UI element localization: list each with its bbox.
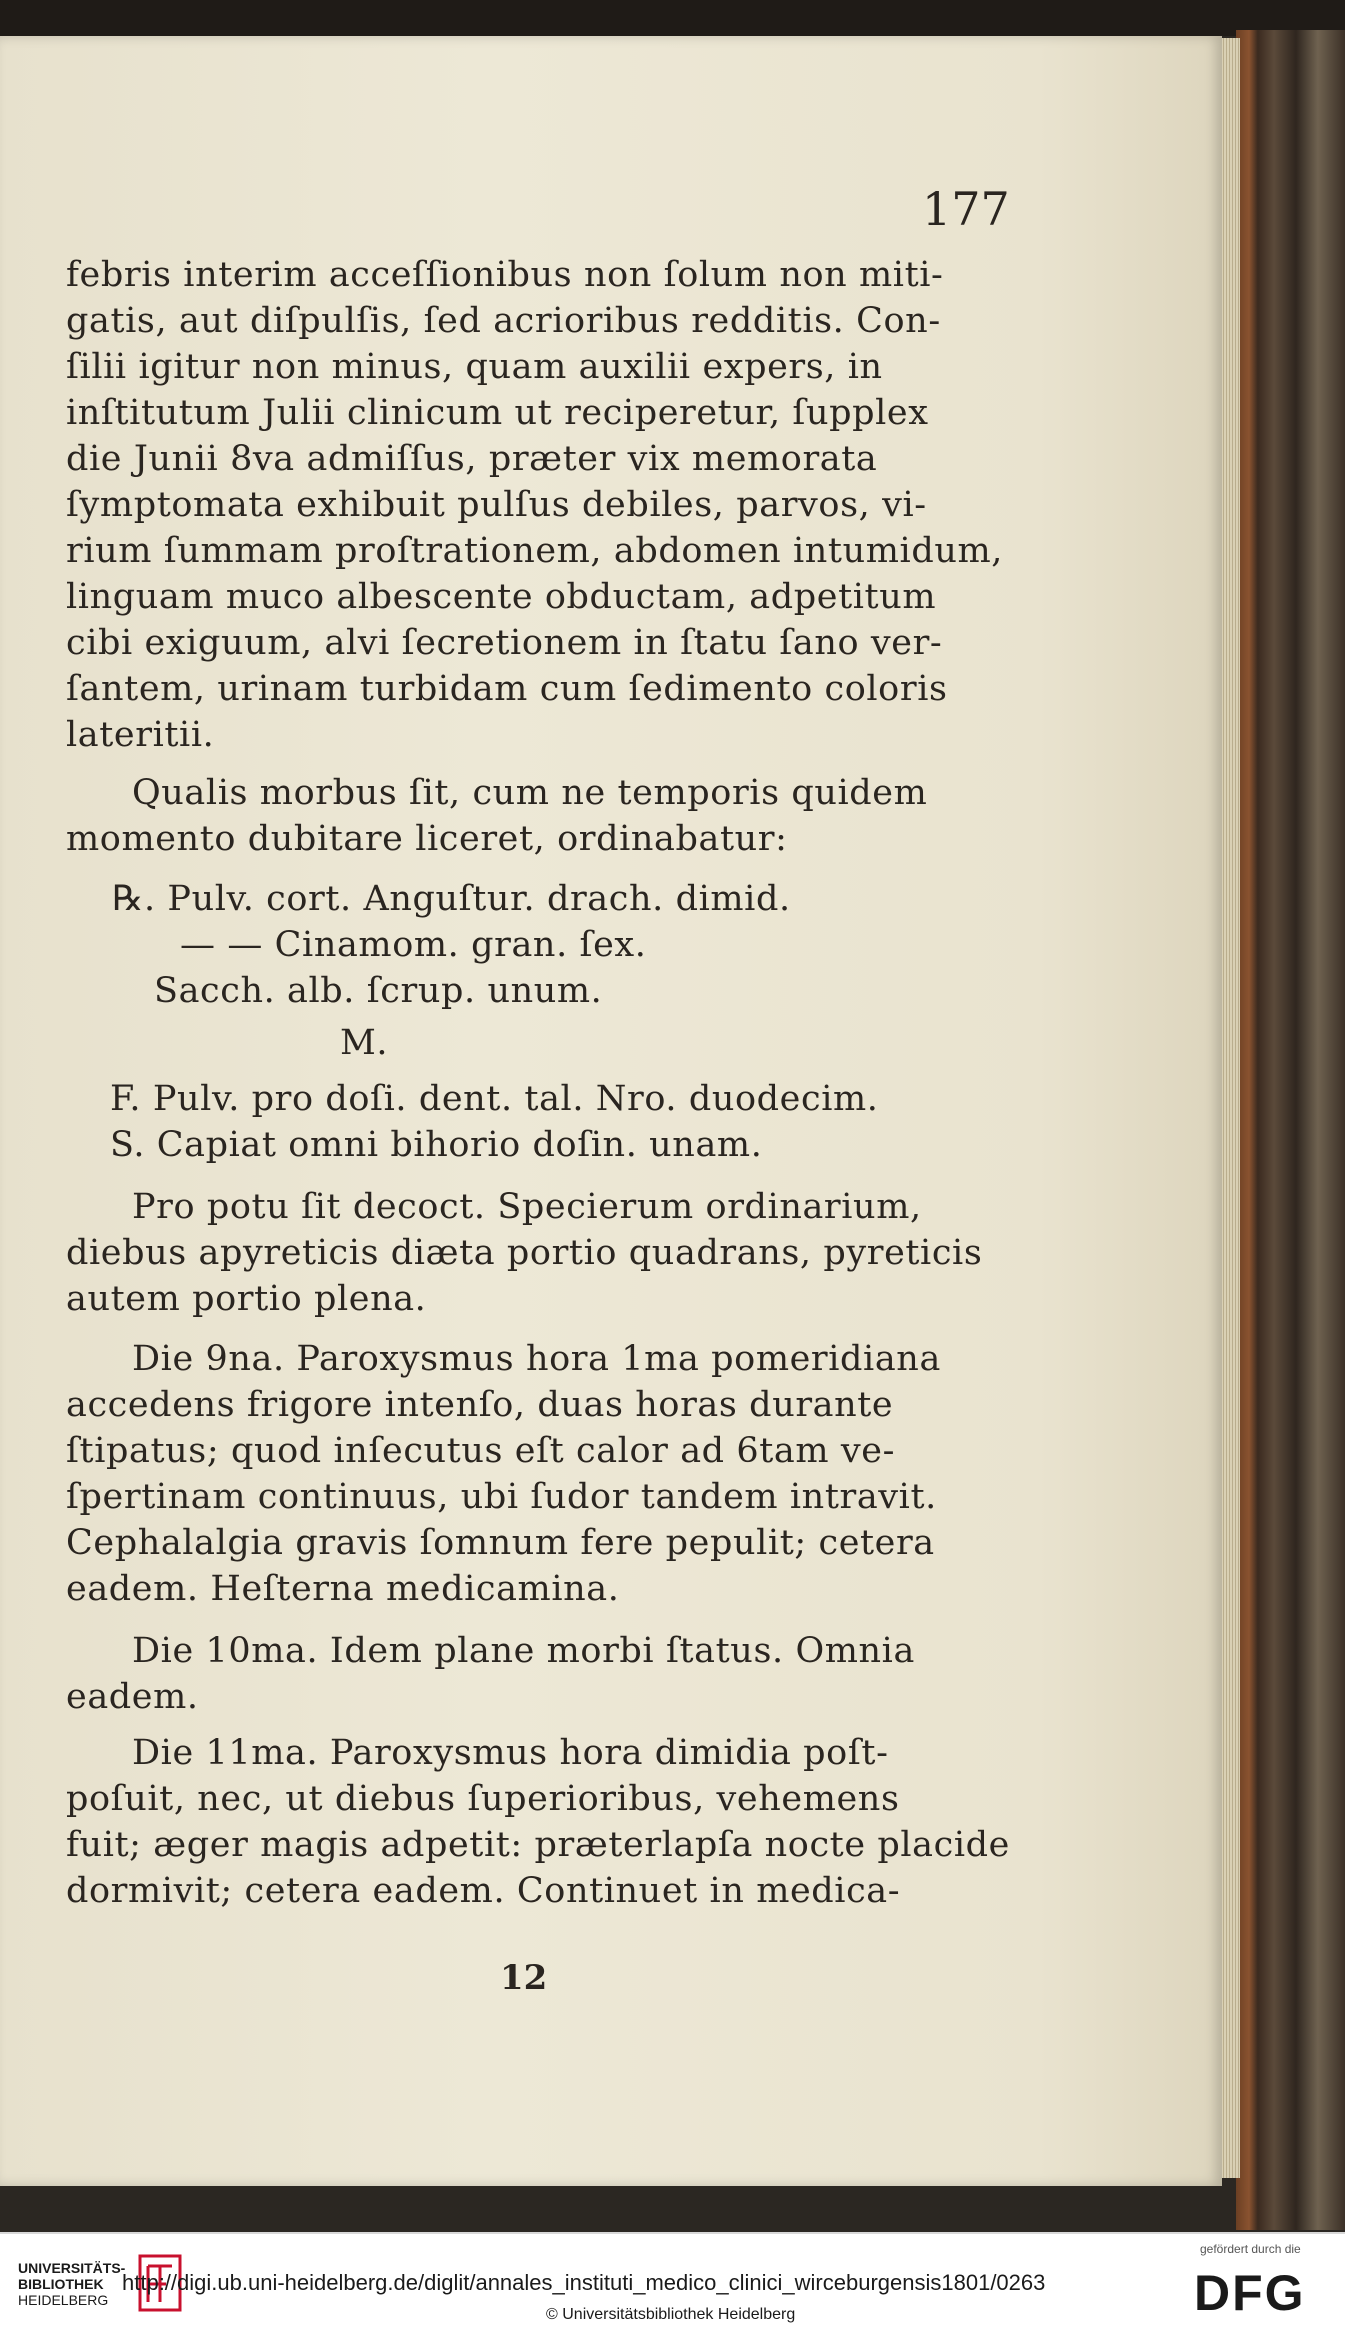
page-number: 177 [922, 182, 1010, 236]
text-line: rium ſummam proſtrationem, abdomen intumidum, [66, 531, 1003, 571]
text-line: gatis, aut diſpulſis, ſed acrioribus redditis. Con- [66, 301, 941, 341]
text-line: Qualis morbus ſit, cum ne temporis quidem [132, 773, 928, 813]
permalink[interactable]: http://digi.ub.uni-heidelberg.de/diglit/annales_instituti_medico_clinici_wirceburgensis1801/0263 [122, 2270, 1046, 2295]
text-line: ſilii igitur non minus, quam auxilii expers, in [66, 347, 883, 387]
text-line: lateritii. [66, 715, 215, 755]
text-line: die Junii 8va admiſſus, præter vix memorata [66, 439, 878, 479]
funding-label: gefördert durch die [1200, 2242, 1301, 2256]
text-line: Cephalalgia gravis ſomnum fere pepulit; cetera [66, 1523, 935, 1563]
text-line: accedens frigore intenſo, duas horas durante [66, 1385, 894, 1425]
library-logo-text [18, 2260, 125, 2308]
dfg-logo: DFG [1194, 2265, 1306, 2321]
scan-top-band [0, 0, 1345, 36]
signature-mark: 12 [500, 1958, 548, 1998]
prescription-line: F. Pulv. pro doſi. dent. tal. Nro. duodecim. [110, 1079, 879, 1119]
text-line: linguam muco albescente obductam, adpetitum [66, 577, 937, 617]
text-line: cibi exiguum, alvi ſecretionem in ſtatu ſano ver- [66, 623, 943, 663]
text-line: ſpertinam continuus, ubi ſudor tandem intravit. [66, 1477, 937, 1517]
text-line: poſuit, nec, ut diebus ſuperioribus, vehemens [66, 1779, 900, 1819]
text-line: febris interim acceſſionibus non ſolum non miti- [66, 255, 944, 295]
text-line: momento dubitare liceret, ordinabatur: [66, 819, 788, 859]
prescription-line: M. [340, 1023, 389, 1063]
text-line: fuit; æger magis adpetit: præterlapſa nocte placide [66, 1825, 1010, 1865]
text-line: ſymptomata exhibuit pulſus debiles, parvos, vi- [66, 485, 927, 525]
copyright-text: © Universitätsbibliothek Heidelberg [546, 2306, 796, 2323]
text-line: eadem. [66, 1677, 199, 1717]
text-line: Die 9na. Paroxysmus hora 1ma pomeridiana [132, 1339, 941, 1379]
text-line: ſtipatus; quod inſecutus eſt calor ad 6tam ve- [66, 1431, 896, 1471]
prescription-line: Sacch. alb. ſcrup. unum. [154, 971, 603, 1011]
text-line: diebus apyreticis diæta portio quadrans, pyreticis [66, 1233, 983, 1273]
text-line: inſtitutum Julii clinicum ut reciperetur, ſupplex [66, 393, 929, 433]
library-name-line1: UNIVERSITÄTS- [18, 2260, 126, 2276]
text-line: eadem. Heſterna medicamina. [66, 1569, 620, 1609]
book-page [0, 36, 1222, 2186]
library-name-line2: BIBLIOTHEK [18, 2276, 104, 2292]
text-line: Die 11ma. Paroxysmus hora dimidia poſt- [132, 1733, 889, 1773]
footer-bar [0, 2232, 1345, 2333]
text-line: autem portio plena. [66, 1279, 427, 1319]
text-line: ſantem, urinam turbidam cum ſedimento coloris [66, 669, 948, 709]
prescription-line: S. Capiat omni bihorio doſin. unam. [110, 1125, 763, 1165]
text-line: dormivit; cetera eadem. Continuet in medica- [66, 1871, 901, 1911]
text-line: Die 10ma. Idem plane morbi ſtatus. Omnia [132, 1631, 915, 1671]
book-cover-edge [1236, 30, 1345, 2230]
prescription-line: ℞. Pulv. cort. Anguſtur. drach. dimid. [112, 879, 791, 919]
text-line: Pro potu ſit decoct. Specierum ordinarium, [132, 1187, 922, 1227]
library-name-line3: HEIDELBERG [18, 2292, 109, 2308]
prescription-line: — — Cinamom. gran. ſex. [180, 925, 647, 965]
